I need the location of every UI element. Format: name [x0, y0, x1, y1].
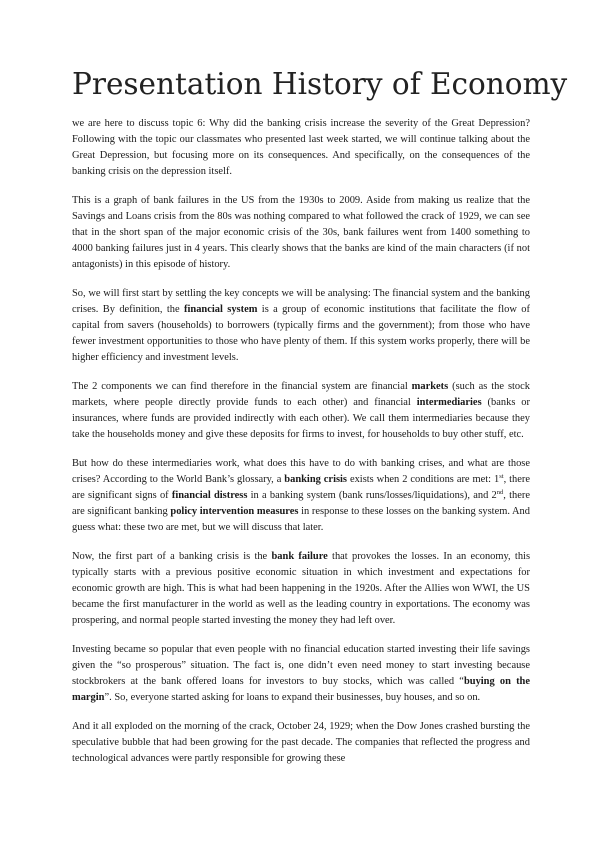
text-run: in response to these losses on the banking system. And guess what: these two are met, but we will discuss that later. — [72, 505, 530, 534]
bold-term: banking crisis — [284, 473, 347, 485]
paragraph-1 — [72, 116, 530, 180]
paragraph-3 — [72, 286, 530, 366]
text-run: that provokes the losses. In an economy, this typically starts with a previous positive economic situation in which investment and expectations for economic growth are high. This is what had been happening in the 1920s. After the Allies won WWI, the US became the first manufacturer in the world as well as the leading country in exportations. The economy was prospering, and normal people started investing the money they had left over. — [72, 550, 531, 627]
document-body — [72, 116, 530, 767]
bold-term: financial system — [184, 303, 258, 315]
bold-term: financial distress — [171, 489, 248, 501]
bold-term: markets — [411, 380, 449, 392]
text-run: exists when 2 conditions are met: 1 — [347, 473, 500, 485]
paragraph-7 — [72, 642, 530, 706]
text-run: The 2 components we can find therefore in the financial system are financial — [72, 380, 412, 392]
paragraph-8 — [72, 719, 530, 767]
text-run: (banks or insurances, where funds are provided indirectly with each other). We call them intermediaries because they take the households money and give these deposits for firms to invest, for households to buy other stuff, etc. — [72, 396, 530, 441]
bold-term: buying on the margin — [72, 675, 530, 703]
text-run: (such as the stock markets, where people directly provide funds to each other) and financial — [72, 380, 530, 408]
ordinal-suffix: nd — [496, 488, 504, 496]
text-run: Now, the first part of a banking crisis is the — [72, 550, 272, 562]
text-run: we are here to discuss topic 6: Why did the banking crisis increase the severity of the Great Depression? Following with the topic our classmates who presented last week started, we will continue talking about the Great Depression, but focusing more on its consequences. And specifically, on the consequences of the banking crisis on the depression itself. — [72, 118, 530, 178]
text-run: And it all exploded on the morning of the crack, October 24, 1929; when the Dow Jones crashed bursting the speculative bubble that had been growing for the past decade. The companies that reflected the progress and technological advances were partly responsible for growing these — [72, 720, 530, 764]
text-run: ”. So, everyone started asking for loans to expand their businesses, buy houses, and so on. — [104, 691, 481, 703]
text-run: , there are significant banking — [72, 489, 530, 517]
paragraph-6 — [72, 549, 530, 629]
text-run: This is a graph of bank failures in the US from the 1930s to 2009. Aside from making us realize that the Savings and Loans crisis from the 80s was nothing compared to what followed the crack of 1929, we can see that in the short span of the major economic crisis of the 30s, bank failures went from 1400 something to 4000 banking failures just in 4 years. This clearly shows that the banks are kind of the main characters (if not antagonists) in this episode of history. — [72, 194, 530, 271]
paragraph-5 — [72, 456, 530, 536]
text-run: But how do these intermediaries work, what does this have to do with banking crises, and what are those crises? According to the World Bank’s glossary, a — [72, 457, 530, 485]
bold-term: policy intervention measures — [170, 505, 299, 517]
bold-term: intermediaries — [416, 396, 482, 408]
bold-term: bank failure — [271, 550, 328, 562]
text-run: Investing became so popular that even people with no financial education started investing their life savings given the “so prosperous” situation. The fact is, one didn’t even need money to start investing because stockbrokers at the bank offered loans for investors to buy stocks, which was called “ — [72, 643, 530, 687]
document-title: Presentation History of Economy — [72, 67, 568, 101]
text-run: is a group of economic institutions that facilitate the flow of capital from savers (households) to borrowers (typically firms and the government); from those who have fewer investment opportunities to those who have plenty of them. If this system works properly, there will be higher efficiency and investment levels. — [72, 303, 530, 364]
paragraph-2 — [72, 193, 530, 273]
text-run: in a banking system (bank runs/losses/liquidations), and 2 — [247, 489, 497, 501]
text-run: So, we will first start by settling the key concepts we will be analysing: The financial system and the banking crises. By definition, the — [72, 287, 530, 315]
paragraph-4 — [72, 379, 530, 443]
text-run: , there are significant signs of — [72, 473, 530, 501]
ordinal-suffix: st — [499, 472, 504, 480]
